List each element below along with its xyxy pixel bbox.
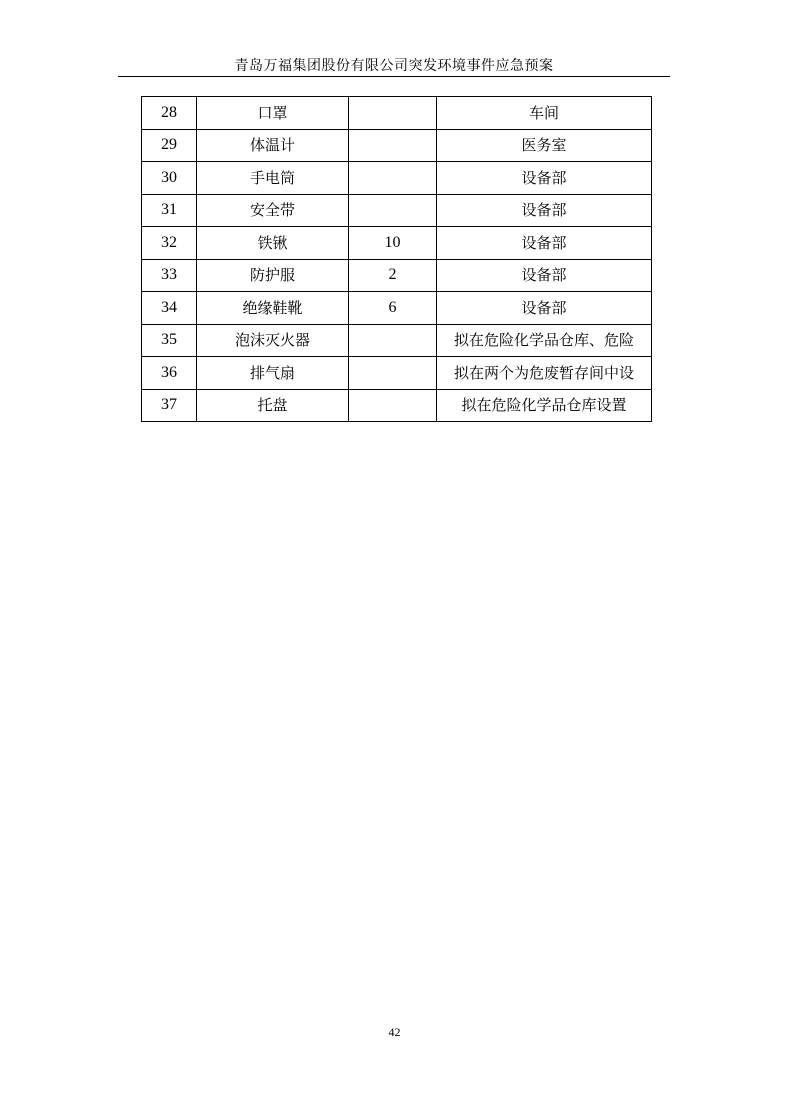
table-row	[142, 129, 652, 162]
item-name: 排气扇	[197, 357, 349, 390]
item-quantity	[349, 162, 437, 195]
item-quantity	[349, 129, 437, 162]
row-number: 36	[142, 357, 197, 390]
item-location: 拟在危险化学品仓库、危险	[437, 324, 652, 357]
item-location: 医务室	[437, 129, 652, 162]
item-name: 防护服	[197, 259, 349, 292]
item-name: 铁锹	[197, 227, 349, 260]
item-name: 托盘	[197, 389, 349, 422]
item-location: 拟在危险化学品仓库设置	[437, 389, 652, 422]
item-name: 体温计	[197, 129, 349, 162]
row-number: 28	[142, 97, 197, 130]
equipment-table	[141, 96, 652, 422]
row-number: 35	[142, 324, 197, 357]
item-location: 设备部	[437, 227, 652, 260]
item-quantity	[349, 389, 437, 422]
row-number: 30	[142, 162, 197, 195]
header-divider	[118, 76, 670, 77]
item-name: 安全带	[197, 194, 349, 227]
table-row	[142, 162, 652, 195]
table-row	[142, 389, 652, 422]
row-number: 33	[142, 259, 197, 292]
item-location: 车间	[437, 97, 652, 130]
item-name: 泡沫灭火器	[197, 324, 349, 357]
row-number: 31	[142, 194, 197, 227]
row-number: 32	[142, 227, 197, 260]
item-quantity	[349, 194, 437, 227]
item-quantity: 2	[349, 259, 437, 292]
item-location: 设备部	[437, 162, 652, 195]
row-number: 34	[142, 292, 197, 325]
row-number: 29	[142, 129, 197, 162]
table-row	[142, 324, 652, 357]
document-header-title: 青岛万福集团股份有限公司突发环境事件应急预案	[234, 58, 554, 74]
item-quantity: 6	[349, 292, 437, 325]
item-name: 口罩	[197, 97, 349, 130]
item-quantity	[349, 357, 437, 390]
item-location: 设备部	[437, 194, 652, 227]
item-name: 绝缘鞋靴	[197, 292, 349, 325]
table-row	[142, 227, 652, 260]
item-location: 设备部	[437, 259, 652, 292]
item-quantity	[349, 97, 437, 130]
item-location: 拟在两个为危废暂存间中设	[437, 357, 652, 390]
item-location: 设备部	[437, 292, 652, 325]
page-number: 42	[388, 1025, 401, 1039]
table-row	[142, 97, 652, 130]
table-row	[142, 259, 652, 292]
row-number: 37	[142, 389, 197, 422]
table-row	[142, 194, 652, 227]
item-quantity	[349, 324, 437, 357]
table-row	[142, 357, 652, 390]
table-row	[142, 292, 652, 325]
item-name: 手电筒	[197, 162, 349, 195]
item-quantity: 10	[349, 227, 437, 260]
